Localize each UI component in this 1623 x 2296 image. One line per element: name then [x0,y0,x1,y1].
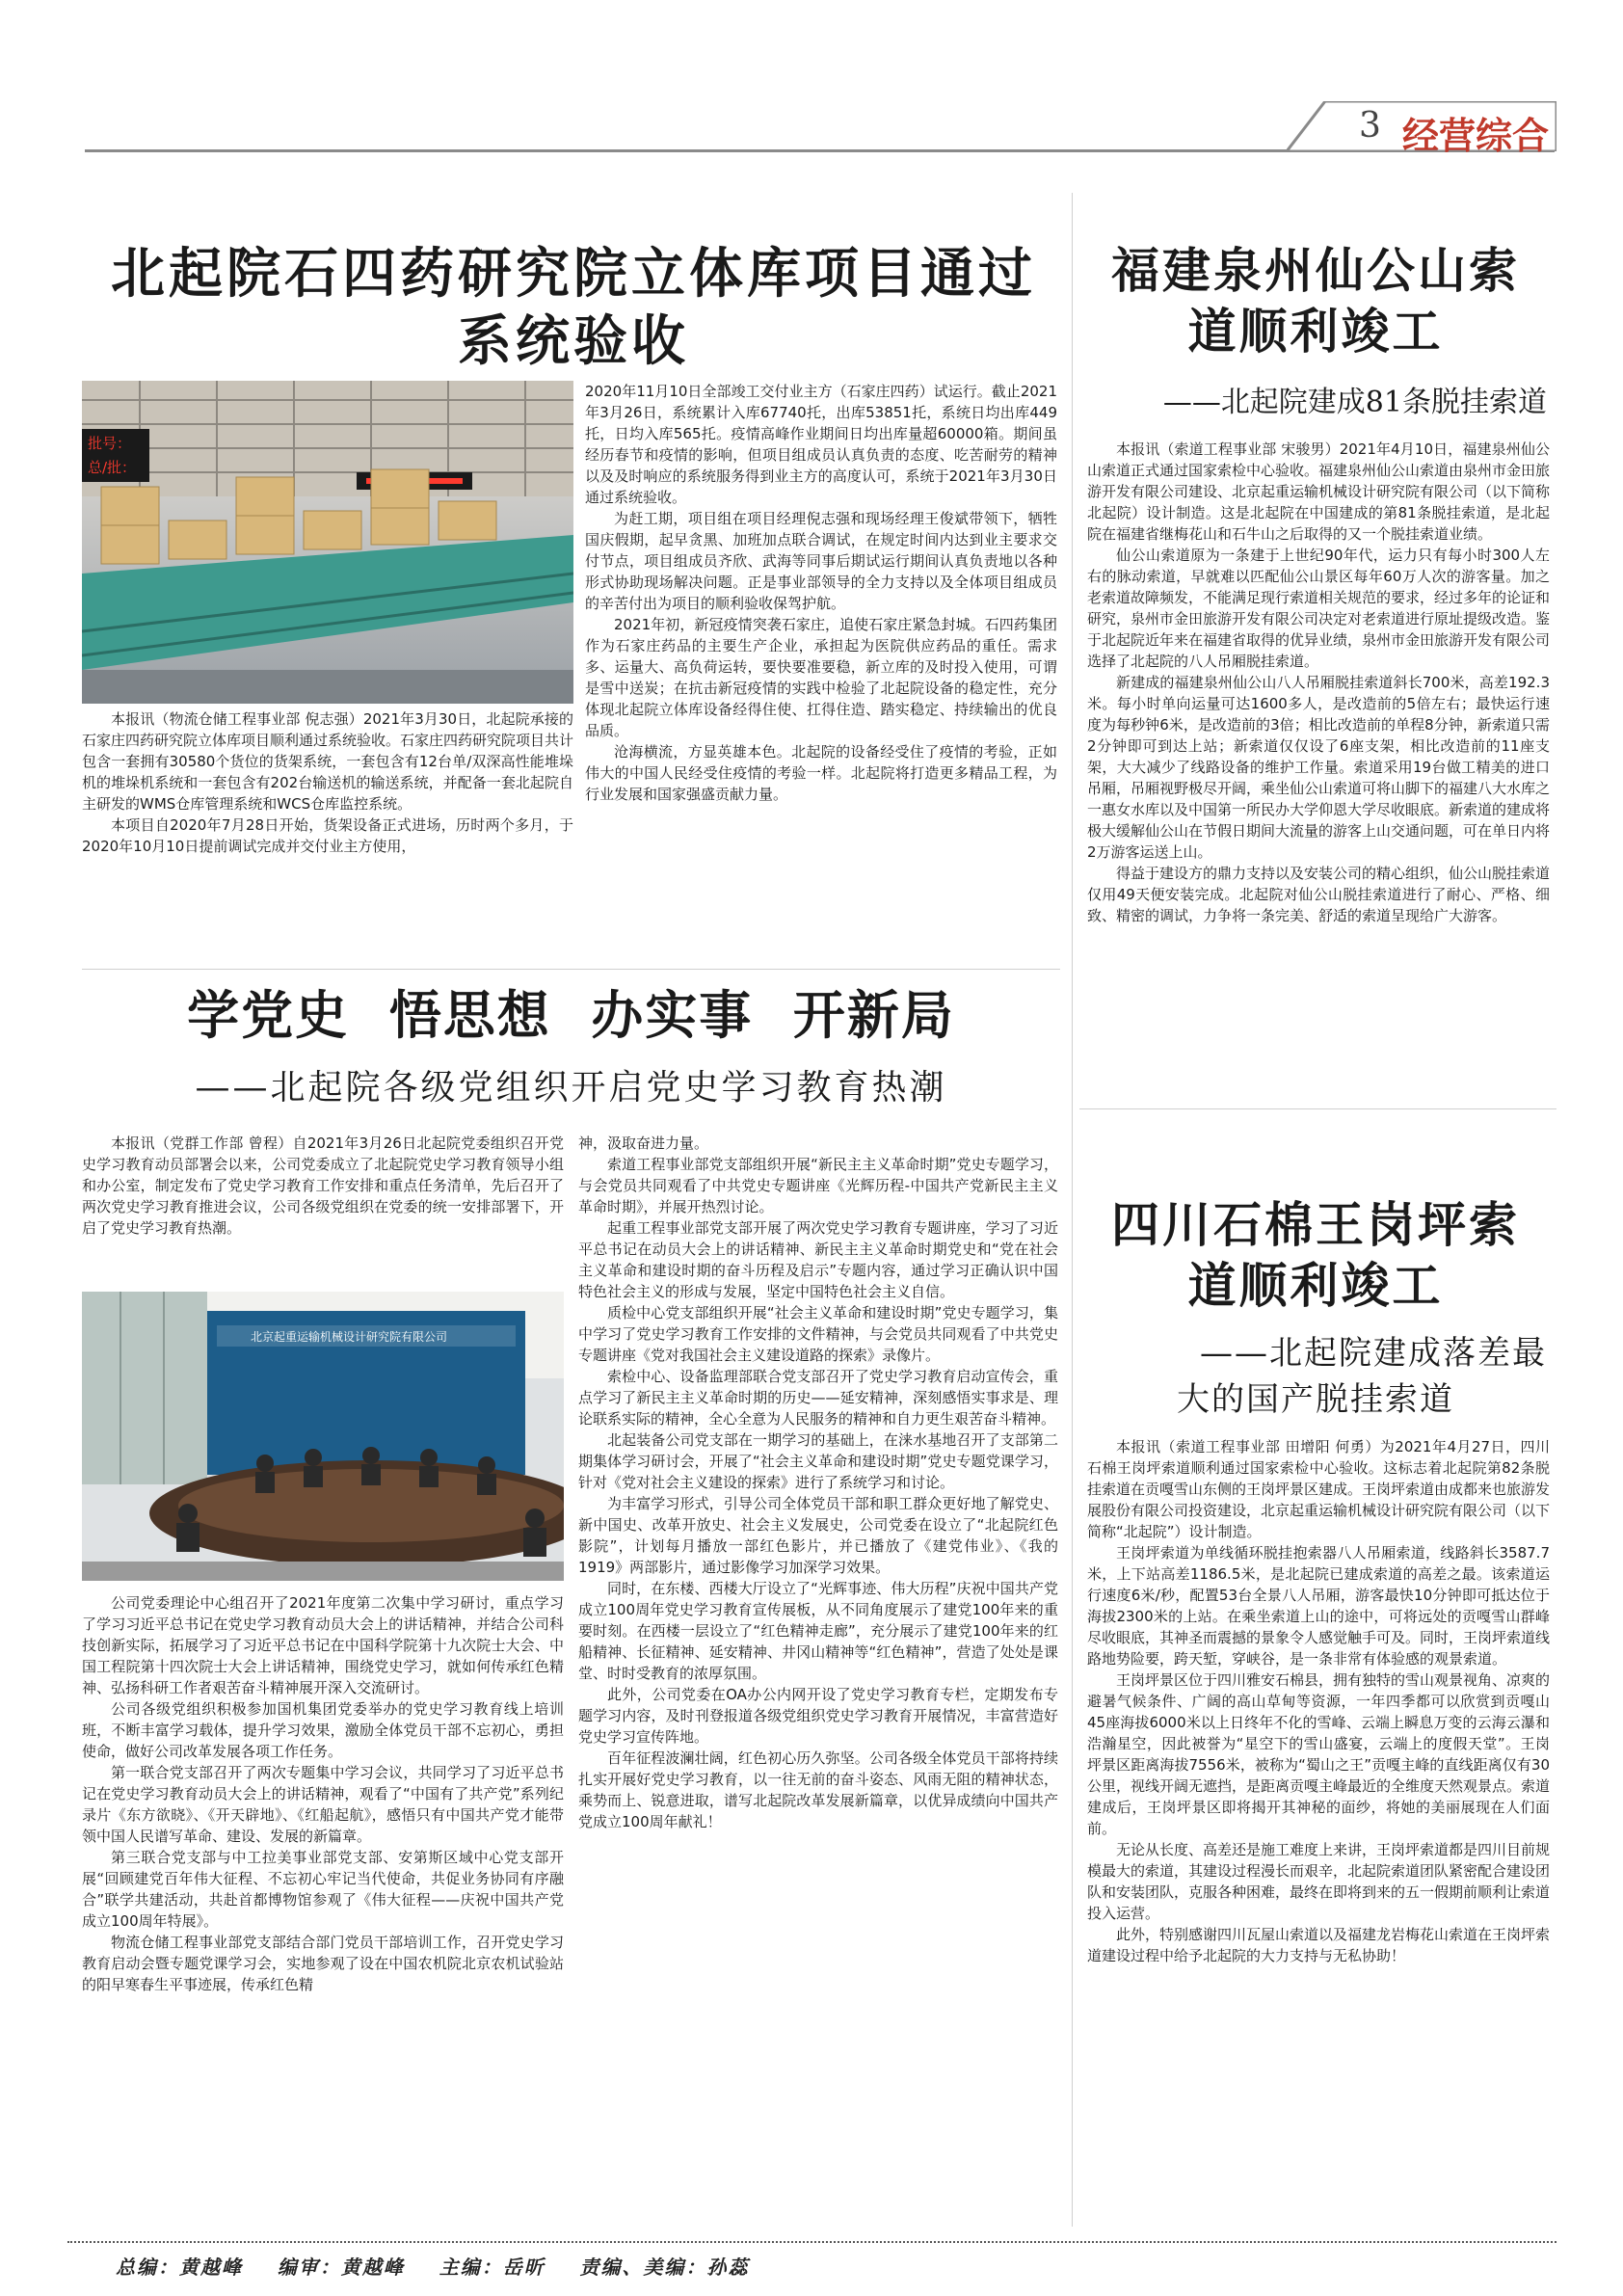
article3-subtitle: ——北起院各级党组织开启党史学习教育热潮 [195,1068,947,1108]
article3-col1: 公司党委理论中心组召开了2021年度第二次集中学习研讨，重点学习了学习习近平总书记在党史学习教育动员大会上的讲话精神，并结合公司科技创新实际，拓展学习了习近平总书记在中国科学院第十九次院士大会、中国工程院第十四次院士大会上讲话精神，围绕党史学习，就如何传承红色精神、弘扬科研工作者艰苦奋斗精神展开深入交流研讨。 公司各级党组织积极参加国机集团党委举办的党史学习教育线上培训班，不断丰富学习载体，提升学习效果，激励全体党员干部不忘初心，勇担使命，做好公司改革发展各项工作任务。 第一联合党支部召开了两次专题集中学习会议，共同学习了习近平总书记在党史学习教育动员大会上的讲话精神，观看了“中国有了共产党”系列纪录片《东方欲晓》、《开天辟地》、《红船起航》，感悟只有中国共产党才能带领中国人民谱写革命、建设、发展的新篇章。 第三联合党支部与中工拉美事业部党支部、安第斯区域中心党支部开展“回顾建党百年伟大征程、不忘初心牢记当代使命，共促业务协同有序融合”联学共建活动，共赴首都博物馆参观了《伟大征程——庆祝中国共产党成立100周年特展》。 物流仓储工程事业部党支部结合部门党员干部培训工作，召开党史学习教育启动会暨专题党课学习会，实地参观了设在中国农机院北京农机试验站的阳早寒春生平事迹展，传承红色精 [82,1594,564,1993]
article4-subtitle: ——北起院建成落差最 大的国产脱挂索道 [1177,1334,1547,1419]
article2-divider [1079,1108,1556,1109]
section-divider [82,969,1060,970]
svg-text:总/批：: 总/批： [88,459,137,476]
meeting-photo [82,1292,564,1581]
article2-title: 福建泉州仙公山索 道顺利竣工 [1111,243,1520,360]
editorial-credits: 总编：黄越峰 编审：黄越峰 主编：岳昕 责编、美编：孙蕊 [116,2256,750,2279]
article1-col1: 本报讯（物流仓储工程事业部 倪志强）2021年3月30日，北起院承接的石家庄四药研究院立体库项目顺利通过系统验收。石家庄四药研究院项目共计包含一套拥有30580个货位的货架系统，一套包含有12台单/双深高性能堆垛机的堆垛机系统和一套包含有202台输送机的输送系统，并配备一套北起院自主研发的WMS仓库管理系统和WCS仓库监控系统。 本项目自2020年7月28日开始，货架设备正式进场，历时两个多月，于2020年10月10日提前调试完成并交付业主方使用， [82,710,573,855]
article1-col2: 2020年11月10日全部竣工交付业主方（石家庄四药）试运行。截止2021年3月26日，系统累计入库67740托，出库53851托，系统日均出库449托，日均入库565托。疫情高峰作业期间日均出库量超60000箱。期间虽经历春节和疫情的影响，但项目组成员认真负责的态度、吃苦耐劳的精神以及及时响应的系统服务得到业主方的高度认可，系统于2021年3月30日通过系统验收。 为赶工期，项目组在项目经理倪志强和现场经理王俊斌带领下，牺牲国庆假期，起早贪黑、加班加点联合调试，在规定时间内达到业主要求交付节点，项目组成员齐欣、武海等同事后期试运行期间认真负责地以各种形式协助现场解决问题。正是事业部领导的全力支持以及全体项目组成员的辛苦付出为项目的顺利验收保驾护航。 2021年初，新冠疫情突袭石家庄，追使石家庄紧急封城。石四药集团作为石家庄药品的主要生产企业，承担起为医院供应药品的重任。需求多、运量大、高负荷运转，要快要准要稳，新立库的及时投入使用，可谓是雪中送炭；在抗击新冠疫情的实践中检验了北起院设备的稳定性，充分体现北起院立体库设备经得住使、扛得住造、踏实稳定、持续输出的优良品质。 沧海横流，方显英雄本色。北起院的设备经受住了疫情的考验，正如伟大的中国人民经受住疫情的考验一样。北起院将打造更多精品工程，为行业发展和国家强盛贡献力量。 [585,383,1057,803]
svg-text:批号：: 批号： [88,435,132,452]
article2-body: 本报讯（索道工程事业部 宋骏男）2021年4月10日，福建泉州仙公山索道正式通过国家索检中心验收。福建泉州仙公山索道由泉州市金田旅游开发有限公司建设、北京起重运输机械设计研究院有限公司（以下简称北起院）设计制造。这是北起院在中国建成的第81条脱挂索道，是北起院在福建省继梅花山和石牛山之后取得的又一个脱挂索道业绩。 仙公山索道原为一条建于上世纪90年代，运力只有每小时300人左右的脉动索道，早就难以匹配仙公山景区每年60万人次的游客量。加之老索道故障频发，不能满足现行索道相关规范的要求，经过多年的论证和研究，泉州市金田旅游开发有限公司决定对老索道进行原址提级改造。鉴于北起院近年来在福建省取得的优异业绩，泉州市金田旅游开发有限公司选择了北起院的八人吊厢脱挂索道。 新建成的福建泉州仙公山八人吊厢脱挂索道斜长700米，高差192.3米。每小时单向运量可达1600多人，是改造前的5倍左右；最快运行速度为每秒钟6米，是改造前的3倍；相比改造前的单程8分钟，新索道只需2分钟即可到达上站；新索道仅仅设了6座支架，相比改造前的11座支架，大大减少了线路设备的维护工作量。索道采用19台做工精美的进口吊厢，吊厢视野极尽开阔，乘坐仙公山索道可将山脚下的福建八大水库之一惠女水库以及中国第一所民办大学仰恩大学尽收眼底。新索道的建成将极大缓解仙公山在节假日期间大流量的游客上山交通问题，可在单日内将2万游客运送上山。 得益于建设方的鼎力支持以及安装公司的精心组织，仙公山脱挂索道仅用49天便安装完成。北起院对仙公山脱挂索道进行了耐心、严格、细致、精密的调试，力争将一条完美、舒适的索道呈现给广大游客。 [1087,441,1550,924]
article3-col2: 神，汲取奋进力量。 索道工程事业部党支部组织开展“新民主主义革命时期”党史专题学习，与会党员共同观看了中共党史专题讲座《光辉历程-中国共产党新民主主义革命时期》，并展开热烈讨论。 起重工程事业部党支部开展了两次党史学习教育专题讲座，学习了习近平总书记在动员大会上的讲话精神、新民主主义革命时期党史和“党在社会主义革命和建设时期的奋斗历程及启示”专题内容，通过学习正确认识中国特色社会主义的形成与发展，坚定中国特色社会主义自信。 质检中心党支部组织开展“社会主义革命和建设时期”党史专题学习，集中学习了党史学习教育工作安排的文件精神，与会党员共同观看了中共党史专题讲座《党对我国社会主义建设道路的探索》录像片。 索检中心、设备监理部联合党支部召开了党史学习教育启动宣传会，重点学习了新民主主义革命时期的历史——延安精神，深刻感悟实事求是、理论联系实际的精神，全心全意为人民服务的精神和自力更生艰苦奋斗精神。 北起装备公司党支部在一期学习的基础上，在涞水基地召开了支部第二期集体学习研讨会，开展了“社会主义革命和建设时期”党史专题党课学习，针对《党对社会主义建设的探索》进行了系统学习和讨论。 为丰富学习形式，引导公司全体党员干部和职工群众更好地了解党史、新中国史、改革开放史、社会主义发展史，公司党委在设立了“北起院红色影院”，计划每月播放一部红色影片，并已播放了《建党伟业》、《我的1919》两部影片，通过影像学习加深学习效果。 同时，在东楼、西楼大厅设立了“光辉事迹、伟大历程”庆祝中国共产党成立100周年党史学习教育宣传展板，从不同角度展示了建党100年来的重要时刻。在西楼一层设立了“红色精神走廊”，充分展示了建党100年来的红船精神、长征精神、延安精神、井冈山精神等“红色精神”，营造了处处是课堂、时时受教育的浓厚氛围。 此外，公司党委在OA办公内网开设了党史学习教育专栏，定期发布专题学习内容，及时刊登报道各级党组织党史学习教育开展情况，丰富营造好党史学习宣传阵地。 百年征程波澜壮阔，红色初心历久弥坚。公司各级全体党员干部将持续扎实开展好党史学习教育，以一往无前的奋斗姿态、风雨无阻的精神状态，乘势而上、锐意进取，谱写北起院改革发展新篇章，以优异成绩向中国共产党成立100周年献礼！ [578,1135,1058,1830]
article3-title: 学党史 悟思想 办实事 开新局 [187,985,955,1046]
photo-banner-text: 北京起重运输机械设计研究院有限公司 [251,1330,448,1344]
section-title: 经营综合 [1402,115,1550,157]
page-number: 3 [1359,106,1381,146]
article4-title: 四川石棉王岗坪索 道顺利竣工 [1111,1197,1520,1314]
article2-subtitle: ——北起院建成81条脱挂索道 [1162,386,1547,419]
column-divider [1072,193,1073,2227]
article1-title: 北起院石四药研究院立体库项目通过 系统验收 [111,243,1036,373]
article3-intro: 本报讯（党群工作部 曾程）自2021年3月26日北起院党委组织召开党史学习教育动员部署会以来，公司党委成立了北起院党史学习教育领导小组和办公室，制定发布了党史学习教育工作安排和重点任务清单，先后召开了两次党史学习教育推进会议，公司各级党组织在党委的统一安排部署下，开启了党史学习教育热潮。 [82,1135,564,1237]
article4-body: 本报讯（索道工程事业部 田增阳 何勇）为2021年4月27日，四川石棉王岗坪索道顺利通过国家索检中心验收。这标志着北起院第82条脱挂索道在贡嘎雪山东侧的王岗坪景区建成。王岗坪索道由成都来也旅游发展股份有限公司投资建设，北京起重运输机械设计研究院有限公司（以下简称“北起院”）设计制造。 王岗坪索道为单线循环脱挂抱索器八人吊厢索道，线路斜长3587.7米，上下站高差1186.5米，是北起院已建成索道的高差之最。该索道运行速度6米/秒，配置53台全景八人吊厢，游客最快10分钟即可抵达位于海拔2300米的上站。在乘坐索道上山的途中，可将远处的贡嘎雪山群峰尽收眼底，其神圣而震撼的景象令人感觉触手可及。同时，王岗坪索道线路地势险要，跨天堑，穿峡谷，是一条非常有体验感的观景索道。 王岗坪景区位于四川雅安石棉县，拥有独特的雪山观景视角、凉爽的避暑气候条件、广阔的高山草甸等资源，一年四季都可以欣赏到贡嘎山45座海拔6000米以上日终年不化的雪峰、云端上瞬息万变的云海云瀑和浩瀚星空，因此被誉为“星空下的雪山盛宴，云端上的度假天堂”。王岗坪景区距离海拔7556米，被称为“蜀山之王”贡嘎主峰的直线距离仅有30公里，视线开阔无遮挡，是距离贡嘎主峰最近的全维度天然观景点。索道建成后，王岗坪景区即将揭开其神秘的面纱，将她的美丽展现在人们面前。 无论从长度、高差还是施工难度上来讲，王岗坪索道都是四川目前规模最大的索道，其建设过程漫长而艰辛，北起院索道团队紧密配合建设团队和安装团队，克服各种困难，最终在即将到来的五一假期前顺利让索道投入运营。 此外，特别感谢四川瓦屋山索道以及福建龙岩梅花山索道在王岗坪索道建设过程中给予北起院的大力支持与无私协助！ [1087,1438,1550,1964]
warehouse-photo [82,381,573,704]
footer-rule [67,2241,1556,2243]
